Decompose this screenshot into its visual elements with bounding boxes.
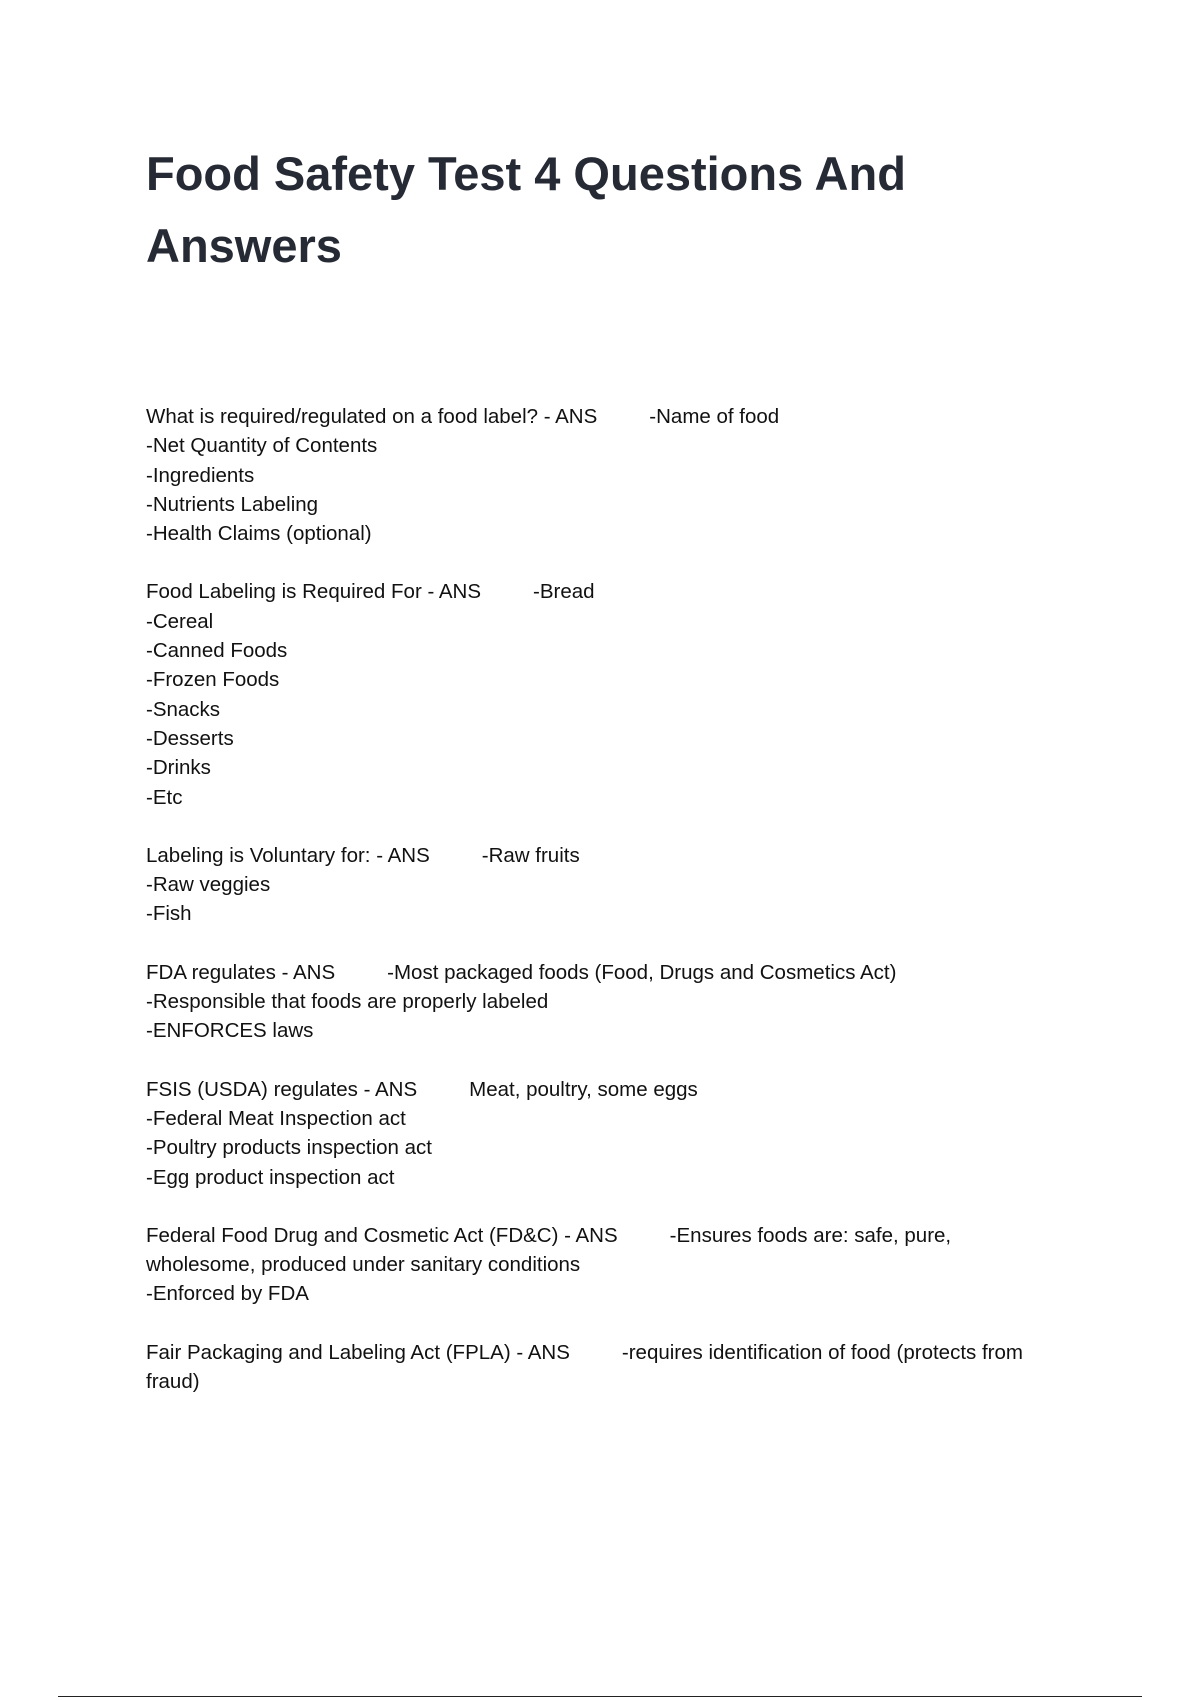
- answer-line: -Etc: [146, 785, 183, 809]
- qa-first-line: [146, 958, 1066, 987]
- answer-line: -Egg product inspection act: [146, 1165, 395, 1189]
- question-text: Fair Packaging and Labeling Act (FPLA) - ANS: [146, 1340, 570, 1364]
- qa-first-line: [146, 841, 1066, 870]
- qa-item: [146, 1221, 1066, 1309]
- qa-first-line: [146, 577, 1066, 606]
- footer-divider: [58, 1696, 1142, 1697]
- qa-first-line: [146, 1075, 1066, 1104]
- qa-list: [146, 402, 1066, 1425]
- answer-line: -Ingredients: [146, 463, 255, 487]
- answer-line: -Federal Meat Inspection act: [146, 1106, 406, 1130]
- answer-first: Meat, poultry, some eggs: [469, 1077, 698, 1101]
- answer-first: -requires identification of food (protects from fraud): [146, 1340, 1023, 1394]
- answer-line: -Responsible that foods are properly labeled: [146, 990, 549, 1014]
- qa-item: [146, 1338, 1066, 1397]
- qa-item: [146, 1075, 1066, 1192]
- qa-first-line: [146, 402, 1066, 431]
- answer-line: -Health Claims (optional): [146, 522, 372, 546]
- answer-line: -Poultry products inspection act: [146, 1136, 432, 1160]
- qa-item: [146, 402, 1066, 548]
- qa-item: [146, 841, 1066, 929]
- question-text: FSIS (USDA) regulates - ANS: [146, 1077, 418, 1101]
- answer-line: -Net Quantity of Contents: [146, 434, 378, 458]
- answer-line: -ENFORCES laws: [146, 1019, 314, 1043]
- question-text: Labeling is Voluntary for: - ANS: [146, 843, 430, 867]
- question-text: Federal Food Drug and Cosmetic Act (FD&C) - ANS: [146, 1223, 618, 1247]
- answer-line: -Enforced by FDA: [146, 1282, 309, 1306]
- answer-line: -Frozen Foods: [146, 668, 280, 692]
- question-text: What is required/regulated on a food label? - ANS: [146, 405, 598, 428]
- answer-line: -Canned Foods: [146, 639, 288, 663]
- question-text: FDA regulates - ANS: [146, 960, 336, 984]
- answer-line: -Fish: [146, 902, 192, 926]
- qa-first-line: [146, 1338, 1066, 1397]
- answer-first: -Raw fruits: [481, 843, 580, 867]
- qa-first-line: [146, 1221, 1066, 1280]
- answer-line: -Raw veggies: [146, 873, 271, 897]
- qa-item: [146, 577, 1066, 811]
- answer-line: -Snacks: [146, 697, 221, 721]
- question-text: Food Labeling is Required For - ANS: [146, 580, 482, 604]
- page-title: Food Safety Test 4 Questions And Answers: [146, 147, 906, 272]
- answer-line: -Drinks: [146, 756, 211, 780]
- answer-first: -Name of food: [649, 405, 780, 428]
- answer-first: -Most packaged foods (Food, Drugs and Cosmetics Act): [387, 960, 897, 984]
- answer-line: -Desserts: [146, 726, 234, 750]
- answer-line: -Cereal: [146, 609, 214, 633]
- answer-line: -Nutrients Labeling: [146, 492, 319, 516]
- qa-item: [146, 958, 1066, 1046]
- answer-first: -Ensures foods are: safe, pure, wholesome, produced under sanitary conditions: [146, 1223, 952, 1277]
- answer-first: -Bread: [533, 580, 595, 604]
